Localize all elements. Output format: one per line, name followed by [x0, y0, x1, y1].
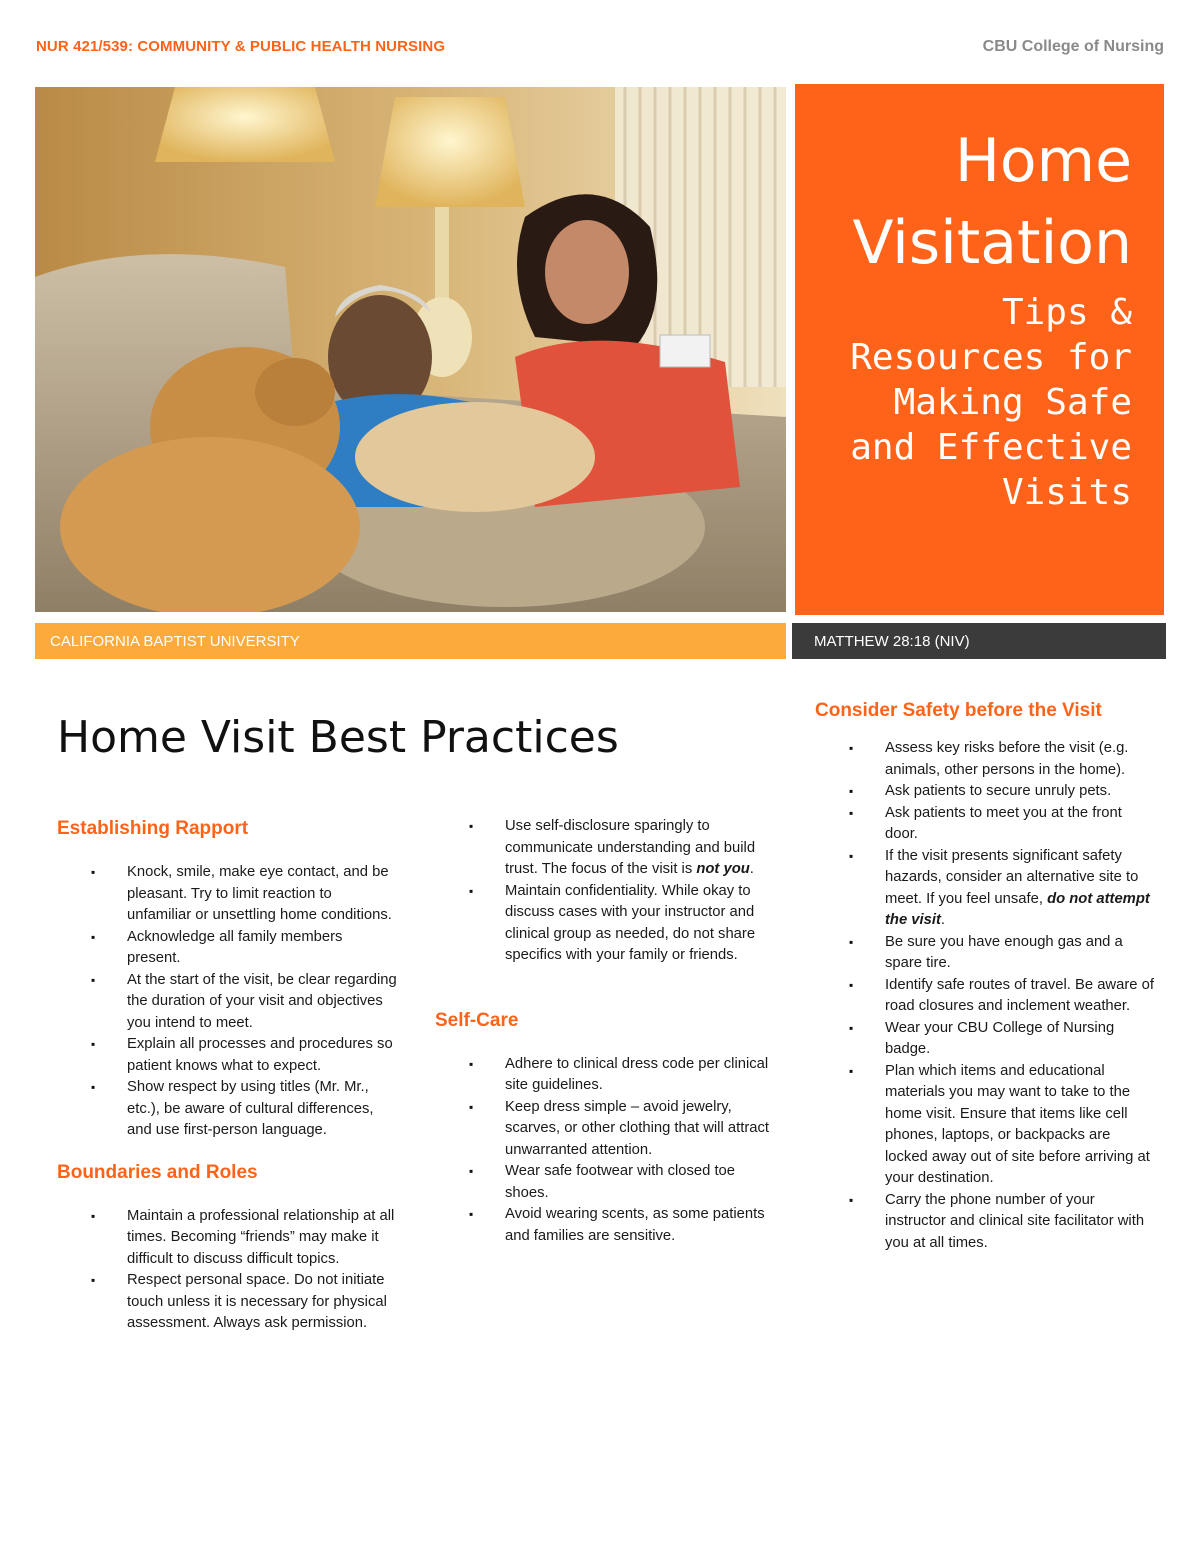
list-item: ▪ Respect personal space. Do not initiate touch unless it is necessary for physical assessment. Always ask permission.: [57, 1270, 397, 1335]
document-title: Home Visitation: [852, 126, 1132, 278]
list-item: ▪ Adhere to clinical dress code per clinical site guidelines.: [435, 1054, 775, 1097]
disclosure-text: Use self-disclosure sparingly to communicate understanding and build trust. The focus of the visit is: [505, 818, 756, 877]
disclosure-end: .: [749, 861, 754, 877]
selfcare-heading: Self-Care: [435, 1009, 519, 1031]
boundaries-heading: Boundaries and Roles: [57, 1161, 258, 1183]
column-right: [815, 700, 1155, 1254]
course-header: NUR 421/539: COMMUNITY & PUBLIC HEALTH NURSING: [36, 38, 446, 55]
disclosure-list: [435, 816, 775, 967]
list-item: [435, 816, 775, 881]
list-item: ▪ Maintain confidentiality. While okay to discuss cases with your instructor and clinical group as needed, do not share specifics with your family or friends.: [435, 881, 775, 967]
safety-hazard-text: If the visit presents significant safety hazards, consider an alternative site to meet. If you feel unsafe,: [885, 847, 1139, 907]
list-item: ▪ Identify safe routes of travel. Be aware of road closures and inclement weather.: [815, 975, 1155, 1018]
safety-emphasis: do not attempt the visit: [885, 890, 1150, 928]
university-bar: CALIFORNIA BAPTIST UNIVERSITY: [35, 623, 786, 659]
safety-heading: Consider Safety before the Visit: [815, 700, 1102, 721]
list-item: ▪ Assess key risks before the visit (e.g. animals, other persons in the home).: [815, 738, 1155, 781]
list-item: ▪ Show respect by using titles (Mr. Mr., etc.), be aware of cultural differences, and use first-person language.: [57, 1077, 397, 1142]
list-item: ▪ Wear your CBU College of Nursing badge.: [815, 1018, 1155, 1061]
list-item: [815, 846, 1155, 932]
hero-photo: [35, 87, 786, 612]
scripture-bar: MATTHEW 28:18 (NIV): [792, 623, 1166, 659]
list-item: ▪ Maintain a professional relationship at all times. Becoming “friends” may make it difficult to discuss difficult topics.: [57, 1206, 397, 1271]
list-item: ▪ Be sure you have enough gas and a spare tire.: [815, 932, 1155, 975]
list-item: ▪ Plan which items and educational materials you may want to take to the home visit. Ensure that items like cell phones, laptops, or backpacks are locked away out of site before arriving at your destination.: [815, 1061, 1155, 1190]
list-item: ▪ Wear safe footwear with closed toe shoes.: [435, 1161, 775, 1204]
list-item: ▪ Explain all processes and procedures so patient knows what to expect.: [57, 1034, 397, 1077]
rapport-heading: Establishing Rapport: [57, 818, 249, 839]
disclosure-emphasis: not you: [696, 861, 750, 877]
safety-list: [815, 738, 1155, 1254]
boundaries-list: [57, 1206, 397, 1335]
list-item: ▪ Carry the phone number of your instructor and clinical site facilitator with you at all times.: [815, 1190, 1155, 1255]
list-item: ▪ Ask patients to meet you at the front door.: [815, 803, 1155, 846]
list-item: ▪ At the start of the visit, be clear regarding the duration of your visit and objectives you intend to meet.: [57, 970, 397, 1035]
school-header: CBU College of Nursing: [982, 38, 1164, 55]
column-middle: [435, 816, 775, 1247]
list-item: ▪ Knock, smile, make eye contact, and be pleasant. Try to limit reaction to unfamiliar or unsettling home conditions.: [57, 862, 397, 927]
list-item: ▪ Ask patients to secure unruly pets.: [815, 781, 1155, 803]
list-item: ▪ Avoid wearing scents, as some patients and families are sensitive.: [435, 1204, 775, 1247]
list-item: ▪ Acknowledge all family members present.: [57, 927, 397, 970]
selfcare-list: [435, 1054, 775, 1248]
title-panel: [795, 84, 1164, 615]
document-subtitle: Tips & Resources for Making Safe and Effective Visits: [850, 292, 1132, 513]
hero-photo-illustration: [35, 87, 786, 612]
safety-hazard-end: .: [940, 912, 946, 928]
column-left: [57, 818, 397, 1335]
rapport-list: [57, 862, 397, 1142]
main-heading: Home Visit Best Practices: [57, 712, 619, 763]
list-item: ▪ Keep dress simple – avoid jewelry, scarves, or other clothing that will attract unwarranted attention.: [435, 1097, 775, 1162]
